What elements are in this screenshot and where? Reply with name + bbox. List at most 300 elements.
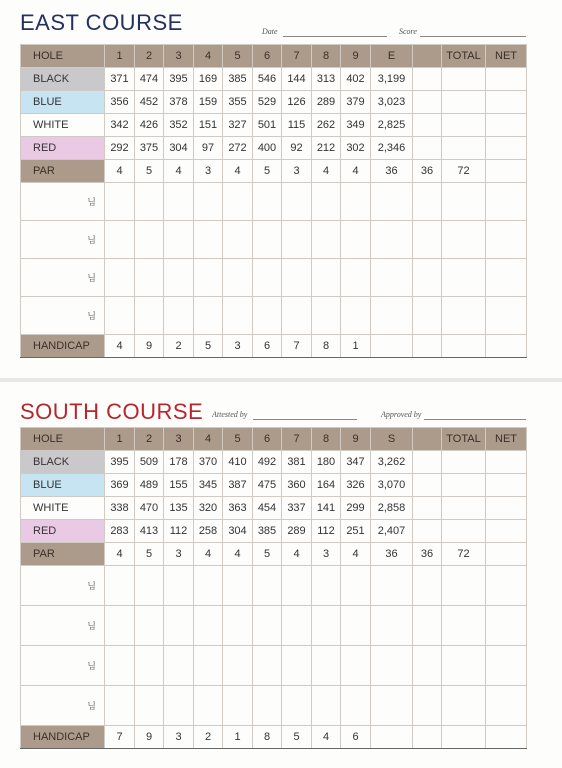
score-cell[interactable] bbox=[194, 606, 223, 646]
score-cell[interactable] bbox=[135, 221, 164, 259]
east-score-label: Score bbox=[399, 27, 417, 36]
score-cell[interactable] bbox=[135, 259, 164, 297]
par-cell: 5 bbox=[135, 160, 164, 183]
yardage-cell: 337 bbox=[282, 497, 312, 520]
score-cell[interactable] bbox=[413, 646, 442, 686]
score-cell[interactable] bbox=[442, 221, 486, 259]
score-cell[interactable] bbox=[312, 297, 341, 335]
hole-number: 3 bbox=[164, 428, 194, 451]
score-cell[interactable] bbox=[282, 183, 312, 221]
score-cell[interactable] bbox=[486, 259, 527, 297]
handicap-row bbox=[21, 335, 527, 358]
yardage-cell: 112 bbox=[164, 520, 194, 543]
score-cell[interactable] bbox=[105, 566, 135, 606]
score-cell[interactable] bbox=[312, 646, 341, 686]
yardage-cell bbox=[413, 451, 442, 474]
yardage-cell: 180 bbox=[312, 451, 341, 474]
score-cell[interactable] bbox=[253, 297, 282, 335]
par-cell: 36 bbox=[413, 160, 442, 183]
yardage-cell: 400 bbox=[253, 137, 282, 160]
score-cell[interactable] bbox=[194, 259, 223, 297]
yardage-cell: 379 bbox=[341, 91, 371, 114]
par-cell: 36 bbox=[371, 160, 413, 183]
yardage-cell: 454 bbox=[253, 497, 282, 520]
score-cell[interactable] bbox=[135, 183, 164, 221]
par-cell: 4 bbox=[223, 160, 253, 183]
handicap-cell: 9 bbox=[135, 335, 164, 358]
yardage-cell bbox=[486, 68, 527, 91]
score-cell[interactable] bbox=[371, 686, 413, 726]
player-row bbox=[21, 183, 527, 221]
par-label: PAR bbox=[21, 160, 105, 183]
handicap-cell: 4 bbox=[312, 726, 341, 749]
net-header: NET bbox=[486, 428, 527, 451]
yardage-cell bbox=[413, 114, 442, 137]
par-cell: 4 bbox=[341, 543, 371, 566]
player-row bbox=[21, 646, 527, 686]
yardage-cell: 342 bbox=[105, 114, 135, 137]
yardage-cell bbox=[442, 497, 486, 520]
score-cell[interactable] bbox=[371, 606, 413, 646]
score-cell[interactable] bbox=[486, 686, 527, 726]
score-cell[interactable] bbox=[413, 183, 442, 221]
east-date-label: Date bbox=[262, 27, 278, 36]
par-cell: 5 bbox=[135, 543, 164, 566]
yardage-cell: 3,023 bbox=[371, 91, 413, 114]
yardage-cell: 283 bbox=[105, 520, 135, 543]
score-cell[interactable] bbox=[486, 606, 527, 646]
score-cell[interactable] bbox=[253, 566, 282, 606]
score-cell[interactable] bbox=[413, 566, 442, 606]
handicap-cell bbox=[486, 335, 527, 358]
score-cell[interactable] bbox=[164, 221, 194, 259]
score-cell[interactable] bbox=[413, 606, 442, 646]
yardage-cell: 470 bbox=[135, 497, 164, 520]
player-name-field[interactable]: 님 bbox=[21, 646, 105, 686]
yardage-cell: 289 bbox=[282, 520, 312, 543]
score-cell[interactable] bbox=[442, 686, 486, 726]
yardage-cell: 292 bbox=[105, 137, 135, 160]
yardage-cell: 347 bbox=[341, 451, 371, 474]
score-cell[interactable] bbox=[223, 566, 253, 606]
score-cell[interactable] bbox=[371, 297, 413, 335]
par-cell: 4 bbox=[341, 160, 371, 183]
yardage-cell: 212 bbox=[312, 137, 341, 160]
score-cell[interactable] bbox=[341, 566, 371, 606]
handicap-cell: 4 bbox=[105, 335, 135, 358]
red-tee-label: RED bbox=[21, 520, 105, 543]
player-row bbox=[21, 566, 527, 606]
yardage-cell bbox=[442, 474, 486, 497]
score-cell[interactable] bbox=[341, 221, 371, 259]
subtotal-header: E bbox=[371, 45, 413, 68]
handicap-cell bbox=[371, 335, 413, 358]
score-cell[interactable] bbox=[341, 297, 371, 335]
player-row bbox=[21, 686, 527, 726]
score-cell[interactable] bbox=[282, 566, 312, 606]
score-cell[interactable] bbox=[413, 259, 442, 297]
score-cell[interactable] bbox=[105, 221, 135, 259]
blue-tee-row bbox=[21, 474, 527, 497]
score-cell[interactable] bbox=[135, 566, 164, 606]
yardage-cell: 155 bbox=[164, 474, 194, 497]
yardage-cell bbox=[442, 114, 486, 137]
hole-number: 7 bbox=[282, 45, 312, 68]
score-cell[interactable] bbox=[135, 646, 164, 686]
hole-number: 4 bbox=[194, 45, 223, 68]
yardage-cell bbox=[442, 520, 486, 543]
score-cell[interactable] bbox=[371, 183, 413, 221]
score-cell[interactable] bbox=[442, 183, 486, 221]
score-cell[interactable] bbox=[194, 646, 223, 686]
yardage-cell: 126 bbox=[282, 91, 312, 114]
score-cell[interactable] bbox=[253, 606, 282, 646]
yardage-cell: 178 bbox=[164, 451, 194, 474]
score-cell[interactable] bbox=[312, 566, 341, 606]
player-row bbox=[21, 221, 527, 259]
yardage-cell: 395 bbox=[105, 451, 135, 474]
yardage-cell: 3,199 bbox=[371, 68, 413, 91]
yardage-cell bbox=[486, 137, 527, 160]
par-cell: 4 bbox=[105, 160, 135, 183]
score-cell[interactable] bbox=[105, 183, 135, 221]
yardage-cell: 289 bbox=[312, 91, 341, 114]
score-cell[interactable] bbox=[105, 259, 135, 297]
red-tee-row bbox=[21, 520, 527, 543]
par-cell: 4 bbox=[312, 160, 341, 183]
hole-number: 9 bbox=[341, 45, 371, 68]
score-cell[interactable] bbox=[371, 259, 413, 297]
yardage-cell: 272 bbox=[223, 137, 253, 160]
par-cell: 3 bbox=[282, 160, 312, 183]
yardage-cell bbox=[413, 474, 442, 497]
score-cell[interactable] bbox=[164, 606, 194, 646]
score-cell[interactable] bbox=[194, 686, 223, 726]
score-cell[interactable] bbox=[486, 566, 527, 606]
yardage-cell: 509 bbox=[135, 451, 164, 474]
handicap-cell: 1 bbox=[223, 726, 253, 749]
red-tee-row bbox=[21, 137, 527, 160]
player-name-field[interactable]: 님 bbox=[21, 686, 105, 726]
score-cell[interactable] bbox=[486, 221, 527, 259]
yardage-cell: 529 bbox=[253, 91, 282, 114]
hole-number: 1 bbox=[105, 428, 135, 451]
handicap-label: HANDICAP bbox=[21, 335, 105, 358]
player-name-field[interactable]: 님 bbox=[21, 606, 105, 646]
score-cell[interactable] bbox=[164, 686, 194, 726]
yardage-cell: 375 bbox=[135, 137, 164, 160]
yardage-cell: 304 bbox=[223, 520, 253, 543]
hole-number: 8 bbox=[312, 45, 341, 68]
yardage-cell: 112 bbox=[312, 520, 341, 543]
yardage-cell bbox=[413, 91, 442, 114]
score-cell[interactable] bbox=[442, 297, 486, 335]
yardage-cell: 327 bbox=[223, 114, 253, 137]
score-cell[interactable] bbox=[253, 646, 282, 686]
par-cell: 4 bbox=[194, 543, 223, 566]
east-course-title: EAST COURSE bbox=[20, 10, 183, 35]
handicap-label: HANDICAP bbox=[21, 726, 105, 749]
score-cell[interactable] bbox=[442, 259, 486, 297]
score-cell[interactable] bbox=[164, 566, 194, 606]
yardage-cell: 492 bbox=[253, 451, 282, 474]
yardage-cell bbox=[442, 137, 486, 160]
handicap-cell: 8 bbox=[253, 726, 282, 749]
par-row bbox=[21, 543, 527, 566]
yardage-cell: 410 bbox=[223, 451, 253, 474]
handicap-cell: 1 bbox=[341, 335, 371, 358]
par-cell bbox=[486, 160, 527, 183]
score-cell[interactable] bbox=[341, 606, 371, 646]
yardage-cell: 169 bbox=[194, 68, 223, 91]
handicap-cell: 8 bbox=[312, 335, 341, 358]
yardage-cell: 304 bbox=[164, 137, 194, 160]
player-name-field[interactable]: 님 bbox=[21, 221, 105, 259]
score-cell[interactable] bbox=[223, 183, 253, 221]
hole-number: 3 bbox=[164, 45, 194, 68]
hole-number: 9 bbox=[341, 428, 371, 451]
yardage-cell: 402 bbox=[341, 68, 371, 91]
handicap-cell: 3 bbox=[164, 726, 194, 749]
approved-by-field[interactable] bbox=[424, 419, 526, 420]
score-cell[interactable] bbox=[341, 646, 371, 686]
black-tee-label: BLACK bbox=[21, 68, 105, 91]
handicap-cell: 9 bbox=[135, 726, 164, 749]
yardage-cell: 159 bbox=[194, 91, 223, 114]
approved-by-label: Approved by bbox=[381, 410, 422, 419]
score-cell[interactable] bbox=[223, 221, 253, 259]
hole-number: 5 bbox=[223, 45, 253, 68]
hole-number: 6 bbox=[253, 428, 282, 451]
player-row bbox=[21, 297, 527, 335]
hole-label: HOLE bbox=[21, 45, 105, 68]
yardage-cell: 371 bbox=[105, 68, 135, 91]
score-cell[interactable] bbox=[105, 297, 135, 335]
score-cell[interactable] bbox=[442, 646, 486, 686]
white-tee-row bbox=[21, 114, 527, 137]
score-cell[interactable] bbox=[105, 606, 135, 646]
score-cell[interactable] bbox=[312, 606, 341, 646]
yardage-cell: 360 bbox=[282, 474, 312, 497]
east-score-field[interactable] bbox=[420, 36, 526, 37]
yardage-cell: 474 bbox=[135, 68, 164, 91]
yardage-cell: 501 bbox=[253, 114, 282, 137]
yardage-cell: 2,346 bbox=[371, 137, 413, 160]
yardage-cell: 302 bbox=[341, 137, 371, 160]
score-cell[interactable] bbox=[223, 606, 253, 646]
hole-number: 7 bbox=[282, 428, 312, 451]
score-cell[interactable] bbox=[164, 297, 194, 335]
black-tee-row bbox=[21, 451, 527, 474]
handicap-cell: 6 bbox=[341, 726, 371, 749]
yardage-cell: 370 bbox=[194, 451, 223, 474]
blue-tee-label: BLUE bbox=[21, 474, 105, 497]
player-name-field[interactable]: 님 bbox=[21, 183, 105, 221]
score-cell[interactable] bbox=[194, 566, 223, 606]
score-cell[interactable] bbox=[164, 259, 194, 297]
yardage-cell: 387 bbox=[223, 474, 253, 497]
yardage-cell bbox=[486, 520, 527, 543]
total-header: TOTAL bbox=[442, 428, 486, 451]
yardage-cell: 2,407 bbox=[371, 520, 413, 543]
south-scorecard-table bbox=[20, 427, 527, 749]
score-cell[interactable] bbox=[282, 297, 312, 335]
par-cell: 4 bbox=[223, 543, 253, 566]
score-cell[interactable] bbox=[223, 297, 253, 335]
score-cell[interactable] bbox=[253, 686, 282, 726]
yardage-cell: 141 bbox=[312, 497, 341, 520]
score-cell[interactable] bbox=[164, 646, 194, 686]
blue-tee-label: BLUE bbox=[21, 91, 105, 114]
yardage-cell: 3,070 bbox=[371, 474, 413, 497]
player-row bbox=[21, 606, 527, 646]
score-cell[interactable] bbox=[442, 566, 486, 606]
black-tee-label: BLACK bbox=[21, 451, 105, 474]
score-cell[interactable] bbox=[253, 259, 282, 297]
yardage-cell: 326 bbox=[341, 474, 371, 497]
par-cell: 72 bbox=[442, 160, 486, 183]
attested-by-field[interactable] bbox=[253, 419, 357, 420]
handicap-cell: 6 bbox=[253, 335, 282, 358]
par-cell: 4 bbox=[164, 160, 194, 183]
score-cell[interactable] bbox=[371, 566, 413, 606]
yardage-cell bbox=[486, 497, 527, 520]
score-cell[interactable] bbox=[341, 183, 371, 221]
south-course-card bbox=[0, 382, 562, 768]
par-cell: 4 bbox=[282, 543, 312, 566]
yardage-cell bbox=[413, 497, 442, 520]
yardage-cell: 352 bbox=[164, 114, 194, 137]
score-cell[interactable] bbox=[135, 606, 164, 646]
par-cell: 3 bbox=[312, 543, 341, 566]
score-cell[interactable] bbox=[223, 646, 253, 686]
par-cell: 5 bbox=[253, 543, 282, 566]
handicap-cell: 5 bbox=[194, 335, 223, 358]
score-cell[interactable] bbox=[312, 259, 341, 297]
par-cell bbox=[486, 543, 527, 566]
score-cell[interactable] bbox=[282, 646, 312, 686]
yardage-cell: 151 bbox=[194, 114, 223, 137]
par-cell: 36 bbox=[413, 543, 442, 566]
score-cell[interactable] bbox=[223, 686, 253, 726]
yardage-cell bbox=[442, 451, 486, 474]
south-course-title: SOUTH COURSE bbox=[20, 399, 204, 424]
score-cell[interactable] bbox=[253, 183, 282, 221]
yardage-cell: 369 bbox=[105, 474, 135, 497]
score-cell[interactable] bbox=[105, 646, 135, 686]
yardage-cell: 313 bbox=[312, 68, 341, 91]
par-row bbox=[21, 160, 527, 183]
handicap-cell bbox=[371, 726, 413, 749]
yardage-cell: 363 bbox=[223, 497, 253, 520]
score-cell[interactable] bbox=[486, 646, 527, 686]
score-cell[interactable] bbox=[413, 686, 442, 726]
score-cell[interactable] bbox=[105, 686, 135, 726]
player-name-field[interactable]: 님 bbox=[21, 259, 105, 297]
hole-number: 2 bbox=[135, 428, 164, 451]
score-cell[interactable] bbox=[312, 183, 341, 221]
yardage-cell: 395 bbox=[164, 68, 194, 91]
net-header: NET bbox=[486, 45, 527, 68]
attested-by-label: Attested by bbox=[212, 410, 248, 419]
yardage-cell: 251 bbox=[341, 520, 371, 543]
score-cell[interactable] bbox=[341, 686, 371, 726]
yardage-cell bbox=[413, 520, 442, 543]
east-course-card bbox=[0, 0, 562, 378]
hole-header-row bbox=[21, 45, 527, 68]
score-cell[interactable] bbox=[282, 259, 312, 297]
handicap-cell: 7 bbox=[282, 335, 312, 358]
yardage-cell bbox=[486, 451, 527, 474]
yardage-cell: 385 bbox=[253, 520, 282, 543]
score-cell[interactable] bbox=[194, 297, 223, 335]
score-cell[interactable] bbox=[486, 297, 527, 335]
score-cell[interactable] bbox=[223, 259, 253, 297]
yardage-cell: 135 bbox=[164, 497, 194, 520]
score-cell[interactable] bbox=[486, 183, 527, 221]
score-cell[interactable] bbox=[194, 221, 223, 259]
yardage-cell: 3,262 bbox=[371, 451, 413, 474]
score-cell[interactable] bbox=[194, 183, 223, 221]
player-name-field[interactable]: 님 bbox=[21, 566, 105, 606]
handicap-cell bbox=[442, 726, 486, 749]
score-cell[interactable] bbox=[135, 297, 164, 335]
yardage-cell: 356 bbox=[105, 91, 135, 114]
score-cell[interactable] bbox=[371, 646, 413, 686]
score-cell[interactable] bbox=[282, 606, 312, 646]
yardage-cell bbox=[442, 91, 486, 114]
yardage-cell: 413 bbox=[135, 520, 164, 543]
yardage-cell: 385 bbox=[223, 68, 253, 91]
subtotal-header: S bbox=[371, 428, 413, 451]
black-tee-row bbox=[21, 68, 527, 91]
blank-header bbox=[413, 45, 442, 68]
score-cell[interactable] bbox=[413, 297, 442, 335]
score-cell[interactable] bbox=[442, 606, 486, 646]
par-cell: 3 bbox=[194, 160, 223, 183]
par-cell: 3 bbox=[164, 543, 194, 566]
score-cell[interactable] bbox=[312, 686, 341, 726]
hole-label: HOLE bbox=[21, 428, 105, 451]
handicap-cell: 5 bbox=[282, 726, 312, 749]
handicap-cell: 2 bbox=[194, 726, 223, 749]
yardage-cell: 355 bbox=[223, 91, 253, 114]
handicap-row bbox=[21, 726, 527, 749]
score-cell[interactable] bbox=[282, 221, 312, 259]
yardage-cell: 115 bbox=[282, 114, 312, 137]
score-cell[interactable] bbox=[312, 221, 341, 259]
player-name-field[interactable]: 님 bbox=[21, 297, 105, 335]
score-cell[interactable] bbox=[282, 686, 312, 726]
score-cell[interactable] bbox=[371, 221, 413, 259]
yardage-cell: 92 bbox=[282, 137, 312, 160]
white-tee-row bbox=[21, 497, 527, 520]
yardage-cell: 381 bbox=[282, 451, 312, 474]
east-scorecard-table bbox=[20, 44, 527, 358]
yardage-cell: 378 bbox=[164, 91, 194, 114]
blank-header bbox=[413, 428, 442, 451]
hole-number: 5 bbox=[223, 428, 253, 451]
score-cell[interactable] bbox=[135, 686, 164, 726]
east-date-field[interactable] bbox=[283, 36, 387, 37]
score-cell[interactable] bbox=[341, 259, 371, 297]
score-cell[interactable] bbox=[413, 221, 442, 259]
par-label: PAR bbox=[21, 543, 105, 566]
score-cell[interactable] bbox=[253, 221, 282, 259]
handicap-cell bbox=[413, 726, 442, 749]
hole-number: 1 bbox=[105, 45, 135, 68]
score-cell[interactable] bbox=[164, 183, 194, 221]
